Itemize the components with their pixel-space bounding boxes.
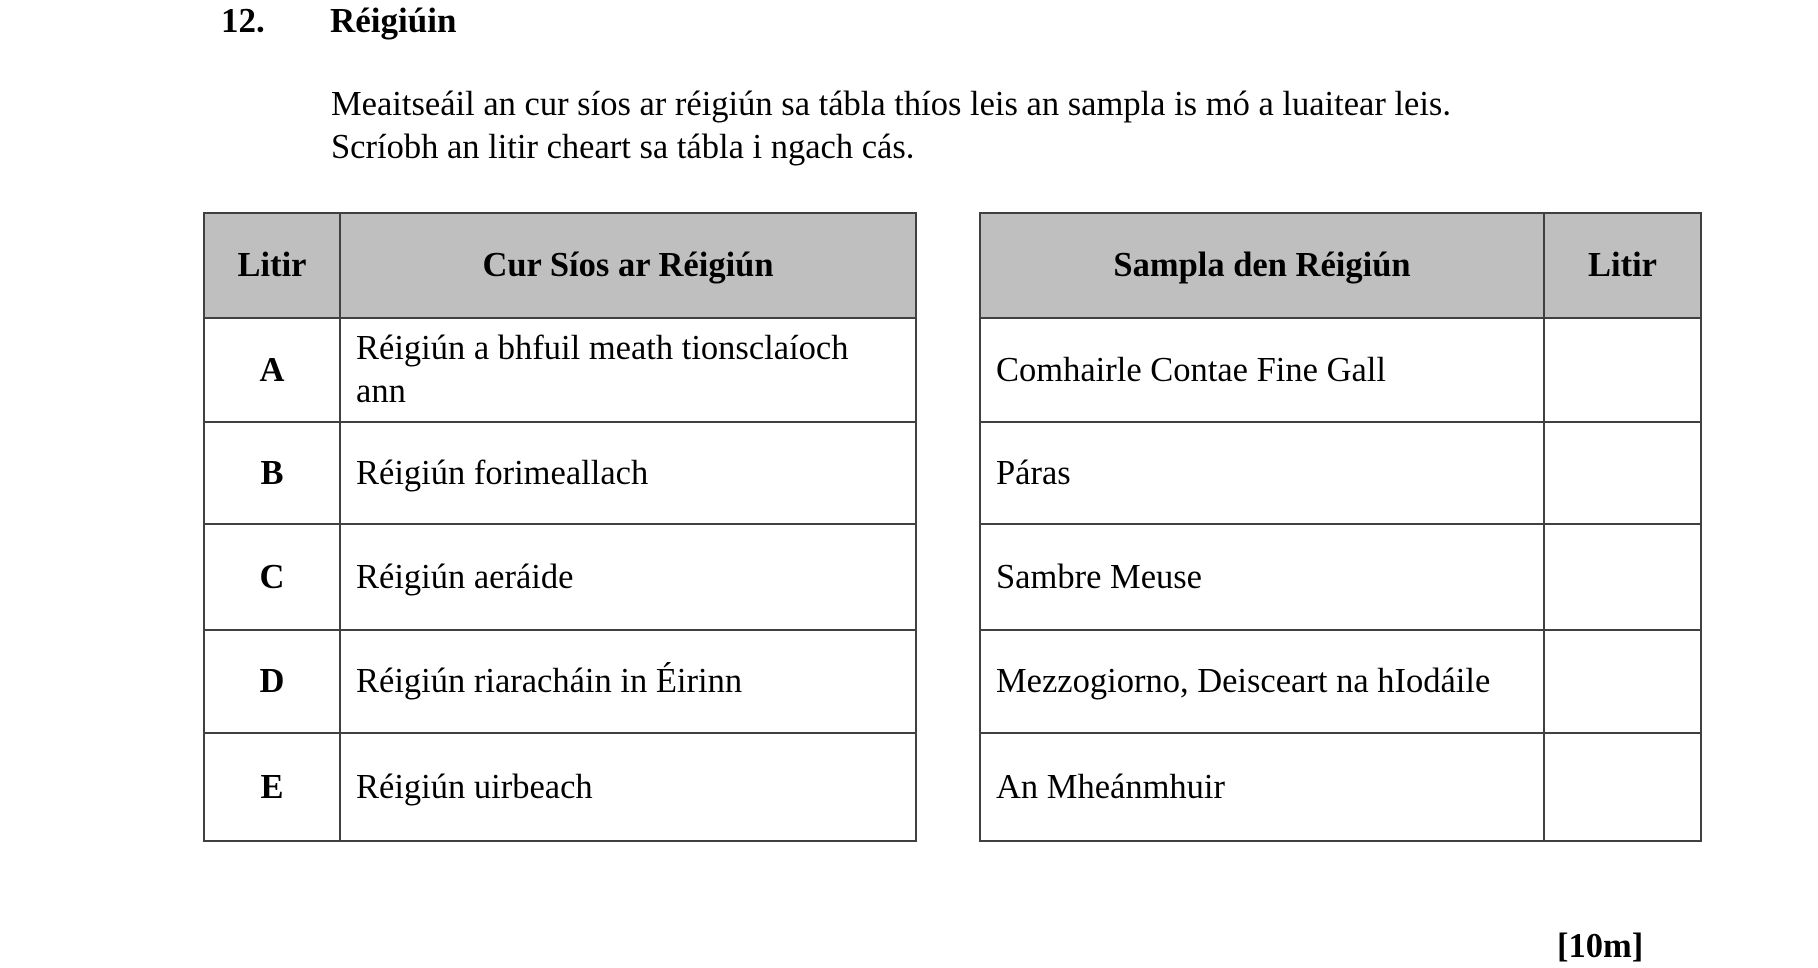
header-description: Cur Síos ar Réigiún: [340, 213, 916, 318]
table-row: [980, 524, 1701, 630]
row-description: Réigiún forimeallach: [340, 422, 916, 524]
row-description: Réigiún aeráide: [340, 524, 916, 630]
table-row: [980, 318, 1701, 422]
row-letter: A: [204, 318, 340, 422]
row-sample: An Mheánmhuir: [980, 733, 1544, 841]
instructions: [331, 83, 1451, 169]
row-sample: Páras: [980, 422, 1544, 524]
instruction-line-1: Meaitseáil an cur síos ar réigiún sa tábla thíos leis an sampla is mó a luaitear leis.: [331, 85, 1451, 123]
question-title: Réigiúin: [330, 1, 457, 40]
instruction-line-2: Scríobh an litir cheart sa tábla i ngach cás.: [331, 128, 915, 166]
row-letter: B: [204, 422, 340, 524]
row-sample: Sambre Meuse: [980, 524, 1544, 630]
table-row: [204, 733, 916, 841]
row-description: Réigiún riaracháin in Éirinn: [340, 630, 916, 733]
table-row: [204, 318, 916, 422]
row-sample: Comhairle Contae Fine Gall: [980, 318, 1544, 422]
description-table-header: [204, 213, 916, 318]
sample-table-header: [980, 213, 1701, 318]
answer-cell[interactable]: [1544, 422, 1701, 524]
row-letter: D: [204, 630, 340, 733]
table-row: [980, 733, 1701, 841]
table-row: [204, 630, 916, 733]
row-sample: Mezzogiorno, Deisceart na hIodáile: [980, 630, 1544, 733]
row-letter: C: [204, 524, 340, 630]
answer-cell[interactable]: [1544, 630, 1701, 733]
table-row: [980, 630, 1701, 733]
table-row: [204, 524, 916, 630]
row-description: Réigiún a bhfuil meath tionsclaíoch ann: [340, 318, 916, 422]
header-sample: Sampla den Réigiún: [980, 213, 1544, 318]
answer-cell[interactable]: [1544, 318, 1701, 422]
header-letter: Litir: [204, 213, 340, 318]
row-description: Réigiún uirbeach: [340, 733, 916, 841]
description-table: [203, 212, 917, 842]
answer-cell[interactable]: [1544, 524, 1701, 630]
marks-label: [10m]: [1557, 927, 1644, 965]
row-letter: E: [204, 733, 340, 841]
table-row: [980, 422, 1701, 524]
answer-cell[interactable]: [1544, 733, 1701, 841]
header-answer-letter: Litir: [1544, 213, 1701, 318]
table-row: [204, 422, 916, 524]
sample-table: [979, 212, 1702, 842]
question-number: 12.: [221, 1, 265, 40]
